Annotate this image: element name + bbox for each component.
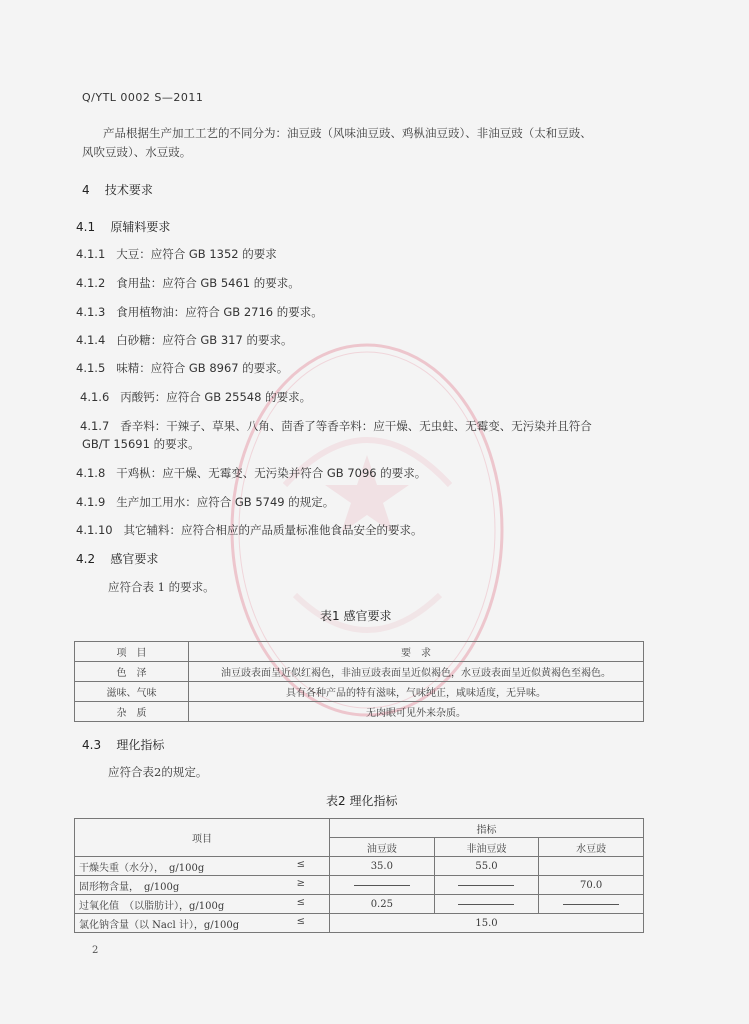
- section-title: 原辅料要求: [110, 220, 171, 234]
- table-cell-merged: 15.0: [330, 914, 644, 933]
- standard-header: Q/YTL 0002 S—2011: [82, 91, 204, 104]
- section-number: 4.1: [76, 220, 96, 234]
- row-label: 氯化钠含量（以 Nacl 计），g/100g: [79, 919, 240, 931]
- table-cell-dash: [434, 895, 539, 914]
- header-cell: 水豆豉: [539, 838, 644, 857]
- table-header-row: [75, 819, 644, 838]
- dash-mark: [354, 885, 410, 886]
- header-cell: 项 目: [75, 642, 189, 662]
- clause-4-1-10: [76, 522, 423, 538]
- operator: ≥: [296, 877, 305, 889]
- clause-4-1-6: [80, 389, 311, 405]
- clause-number: 4.1.7: [80, 419, 110, 433]
- table-row: [75, 876, 644, 895]
- physicochemical-indicators-table: [74, 818, 644, 933]
- table-cell-dash: [434, 876, 539, 895]
- table-2-caption: 表2 理化指标: [326, 794, 398, 808]
- row-label-cell: [75, 895, 330, 914]
- clause-text: 干鸡枞：应干燥、无霉变、无污染并符合 GB 7096 的要求。: [116, 466, 427, 480]
- table-cell-dash: [539, 895, 644, 914]
- section-4-1-heading: [76, 218, 170, 235]
- table-header-row: [75, 642, 644, 662]
- table-cell: 杂 质: [75, 702, 189, 722]
- clause-text: 食用盐：应符合 GB 5461 的要求。: [116, 276, 300, 290]
- table-row: [75, 895, 644, 914]
- table-cell: 55.0: [434, 857, 539, 876]
- clause-text: 大豆：应符合 GB 1352 的要求: [116, 247, 277, 261]
- clause-4-1-1: [76, 246, 277, 262]
- operator: ≤: [296, 858, 305, 870]
- operator: ≤: [296, 915, 305, 927]
- clause-number: 4.1.1: [76, 247, 106, 261]
- table-cell: 色 泽: [75, 662, 189, 682]
- clause-4-1-4: [76, 332, 292, 348]
- header-cell-index: 指标: [330, 819, 644, 838]
- clause-4-1-7-continued: [82, 436, 200, 452]
- table-row: [75, 682, 644, 702]
- row-label: 干燥失重（水分）， g/100g: [79, 862, 205, 874]
- section-title: 理化指标: [116, 738, 165, 752]
- table-1-caption: 表1 感官要求: [320, 609, 392, 623]
- clause-4-1-5: [76, 360, 288, 376]
- clause-number: 4.1.5: [76, 361, 106, 375]
- section-4-2-heading: [76, 550, 158, 567]
- header-cell: 要 求: [189, 642, 644, 662]
- clause-number: 4.1.10: [76, 523, 113, 537]
- clause-number: 4.1.3: [76, 305, 106, 319]
- intro-line-2: 风吹豆豉）、水豆豉。: [82, 145, 192, 159]
- table-cell: 无肉眼可见外来杂质。: [189, 702, 644, 722]
- section-number: 4.2: [76, 552, 96, 566]
- clause-4-1-9: [76, 494, 334, 510]
- clause-4-1-7: [80, 418, 592, 434]
- table-row: [75, 662, 644, 682]
- clause-text: 食用植物油：应符合 GB 2716 的要求。: [116, 305, 323, 319]
- header-cell-item: 项目: [75, 819, 330, 857]
- intro-line-1: 产品根据生产加工工艺的不同分为：油豆豉（风味油豆豉、鸡枞油豆豉）、非油豆豉（太和豆豉、: [103, 126, 592, 140]
- section-4-heading: [82, 181, 153, 198]
- row-label-cell: [75, 876, 330, 895]
- clause-text: 其它辅料：应符合相应的产品质量标准他食品安全的要求。: [123, 523, 423, 537]
- table-cell: 油豆豉表面呈近似红褐色，非油豆豉表面呈近似褐色，水豆豉表面呈近似黄褐色至褐色。: [189, 662, 644, 682]
- table-cell-dash: [330, 876, 435, 895]
- clause-text: 味精：应符合 GB 8967 的要求。: [116, 361, 289, 375]
- table-row: [75, 914, 644, 933]
- clause-number: 4.1.2: [76, 276, 106, 290]
- section-title: 感官要求: [110, 552, 159, 566]
- clause-text: 生产加工用水：应符合 GB 5749 的规定。: [116, 495, 335, 509]
- table-row: [75, 702, 644, 722]
- clause-text: 丙酸钙：应符合 GB 25548 的要求。: [120, 390, 312, 404]
- table-cell: 0.25: [330, 895, 435, 914]
- table-row: [75, 857, 644, 876]
- section-title: 技术要求: [104, 183, 153, 197]
- clause-text: 白砂糖：应符合 GB 317 的要求。: [116, 333, 293, 347]
- header-cell: 油豆豉: [330, 838, 435, 857]
- table-cell: 具有各种产品的特有滋味，气味纯正，咸味适度，无异味。: [189, 682, 644, 702]
- table-cell: 35.0: [330, 857, 435, 876]
- clause-4-1-8: [76, 465, 426, 481]
- row-label: 过氧化值 （以脂肪计），g/100g: [79, 900, 225, 912]
- sensory-requirements-table: [74, 641, 644, 722]
- clause-text: 香辛料：干辣子、草果、八角、茴香了等香辛料：应干燥、无虫蛀、无霉变、无污染并且符合: [120, 419, 592, 433]
- clause-number: 4.1.4: [76, 333, 106, 347]
- section-number: 4.3: [82, 738, 102, 752]
- clause-4-1-2: [76, 275, 300, 291]
- clause-text: GB/T 15691 的要求。: [82, 437, 200, 451]
- row-label: 固形物含量， g/100g: [79, 881, 180, 893]
- table-cell: 滋味、气味: [75, 682, 189, 702]
- dash-mark: [458, 885, 514, 886]
- table-cell: 70.0: [539, 876, 644, 895]
- section-4-3-heading: [82, 736, 164, 753]
- row-label-cell: [75, 857, 330, 876]
- dash-mark: [458, 904, 514, 905]
- clause-number: 4.1.6: [80, 390, 110, 404]
- page-number: 2: [92, 945, 99, 956]
- table-cell-empty: [539, 857, 644, 876]
- section-4-3-text: 应符合表2的规定。: [108, 765, 208, 779]
- row-label-cell: [75, 914, 330, 933]
- clause-4-1-3: [76, 304, 323, 320]
- dash-mark: [563, 904, 619, 905]
- clause-number: 4.1.8: [76, 466, 106, 480]
- section-number: 4: [82, 183, 90, 197]
- header-cell: 非油豆豉: [434, 838, 539, 857]
- operator: ≤: [296, 896, 305, 908]
- clause-number: 4.1.9: [76, 495, 106, 509]
- section-4-2-text: 应符合表 1 的要求。: [108, 580, 215, 594]
